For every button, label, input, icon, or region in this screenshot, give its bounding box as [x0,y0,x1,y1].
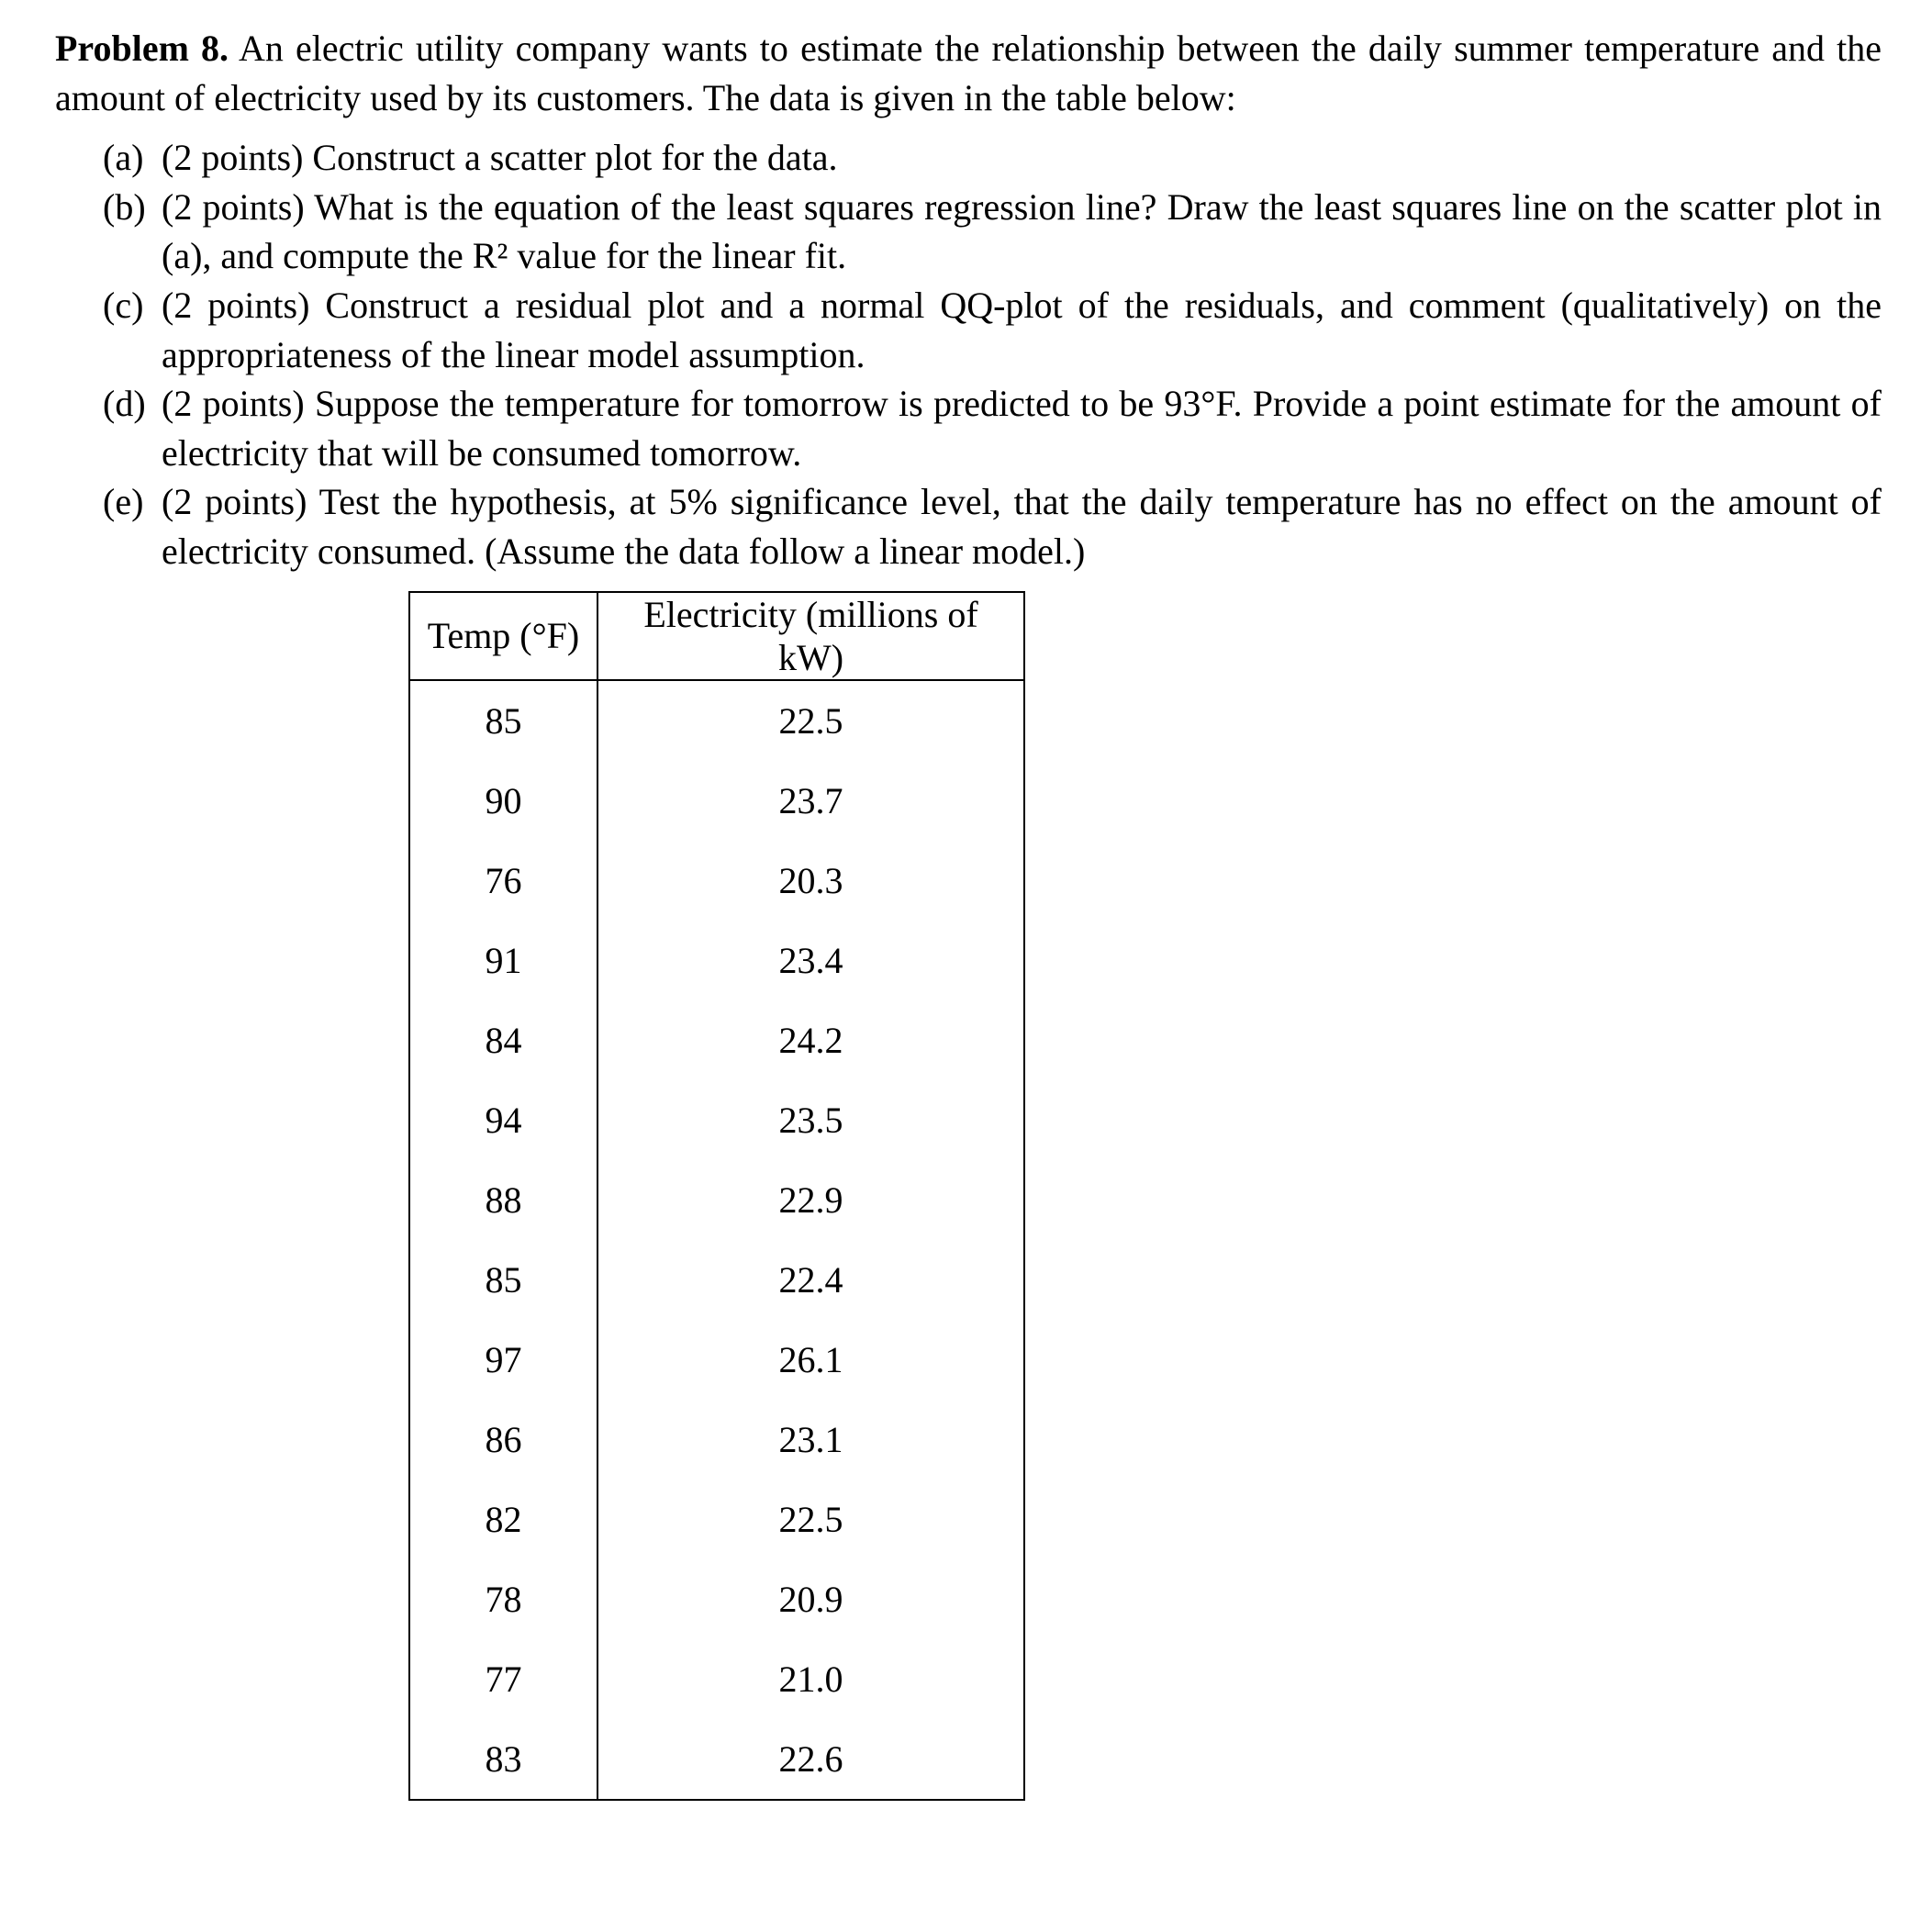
temp-cell: 82 [409,1480,597,1559]
table-row [409,1320,1024,1400]
temp-cell: 77 [409,1639,597,1719]
table-row [409,1080,1024,1160]
temp-cell: 78 [409,1559,597,1639]
item-label: (b) [103,185,146,228]
temp-header: Temp (°F) [409,592,597,680]
temp-cell: 90 [409,761,597,841]
electricity-cell: 20.3 [778,859,843,901]
list-item [55,183,1882,281]
table-row [409,1240,1024,1320]
item-label: (a) [103,137,144,179]
table-header-row [409,592,1024,680]
list-item [55,477,1882,575]
electricity-cell: 21.0 [778,1658,843,1700]
problem-intro: An electric utility company wants to estimate the relationship between the daily summer temperature and the amount of electricity used by its customers. The data is given in the table below: [55,28,1882,118]
electricity-cell: 23.5 [778,1099,843,1141]
item-label: (c) [103,284,144,326]
electricity-cell: 23.1 [778,1418,843,1460]
table-row [409,1719,1024,1800]
problem-statement [55,24,1882,122]
item-text: (2 points) Test the hypothesis, at 5% significance level, that the daily temperature has no effect on the amount of electricity consumed. (Assume the data follow a linear model.) [162,481,1882,572]
temp-cell: 94 [409,1080,597,1160]
temp-cell: 91 [409,921,597,1000]
electricity-cell: 20.9 [778,1578,843,1620]
table-row [409,1000,1024,1080]
table-row [409,1480,1024,1559]
data-table [408,591,1025,1801]
temp-cell: 85 [409,1240,597,1320]
list-item [55,133,1882,183]
temp-cell: 83 [409,1719,597,1800]
electricity-cell: 24.2 [778,1019,843,1061]
temp-cell: 97 [409,1320,597,1400]
electricity-cell: 22.6 [778,1737,843,1780]
table-row [409,841,1024,921]
electricity-cell: 22.9 [778,1178,843,1221]
table-row [409,1639,1024,1719]
item-label: (e) [103,481,144,523]
electricity-cell: 23.4 [778,939,843,981]
electricity-cell: 22.5 [778,699,843,742]
electricity-header: Electricity (millions of kW) [597,592,1024,680]
temp-cell: 84 [409,1000,597,1080]
table-row [409,761,1024,841]
item-text: (2 points) Construct a scatter plot for the data. [162,137,838,179]
table-row [409,1160,1024,1240]
electricity-cell: 22.5 [778,1498,843,1540]
temp-cell: 86 [409,1400,597,1480]
table-row [409,680,1024,761]
table-row [409,921,1024,1000]
list-item [55,281,1882,379]
temp-cell: 85 [409,680,597,761]
list-item [55,379,1882,477]
table-row [409,1400,1024,1480]
item-text: (2 points) What is the equation of the least squares regression line? Draw the least squares line on the scatter plot in (a), and compute the R² value for the linear fit. [162,185,1882,277]
electricity-cell: 26.1 [778,1338,843,1380]
electricity-cell: 22.4 [778,1258,843,1301]
item-text: (2 points) Suppose the temperature for tomorrow is predicted to be 93°F. Provide a point estimate for the amount of electricity that will be consumed tomorrow. [162,383,1882,474]
temp-cell: 88 [409,1160,597,1240]
electricity-cell: 23.7 [778,779,843,821]
problem-parts-list [55,133,1882,575]
item-label: (d) [103,383,146,425]
table-row [409,1559,1024,1639]
item-text: (2 points) Construct a residual plot and a normal QQ-plot of the residuals, and comment (qualitatively) on the appropriateness of the linear model assumption. [162,284,1882,375]
problem-title: Problem 8. [55,28,229,69]
temp-cell: 76 [409,841,597,921]
